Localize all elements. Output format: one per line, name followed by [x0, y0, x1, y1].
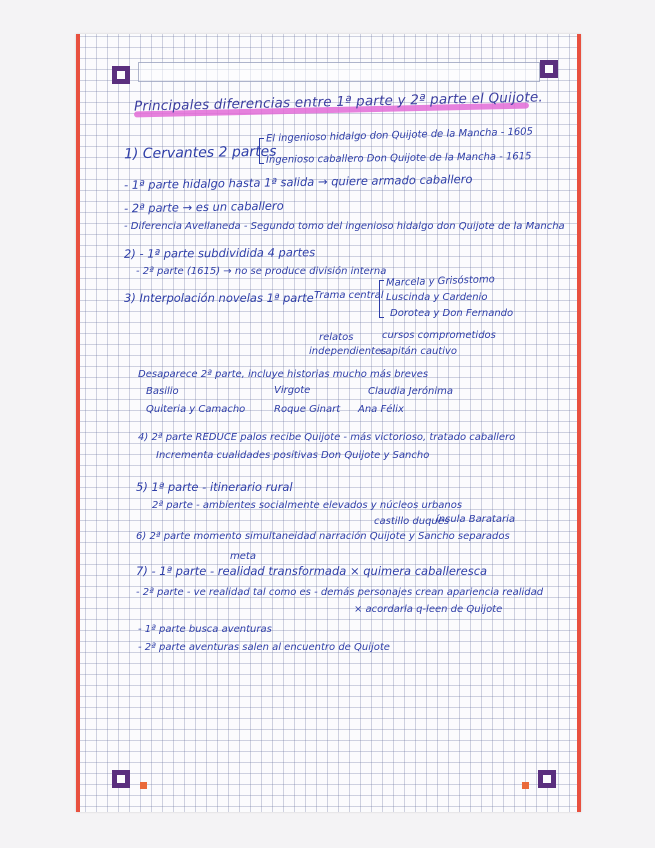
- note-line: ínsula Barataria: [436, 514, 516, 525]
- brace: [379, 280, 384, 318]
- grid-paper: [76, 34, 581, 812]
- note-line: Virgote: [274, 385, 311, 396]
- note-line: - 2ª parte (1615) → no se produce división interna: [136, 266, 387, 277]
- note-line: Basilio: [146, 386, 179, 397]
- note-line: Dorotea y Don Fernando: [390, 308, 514, 319]
- note-line: 4) 2ª parte REDUCE palos recibe Quijote - más victorioso, tratado caballero: [138, 432, 516, 443]
- note-line: Roque Ginart: [274, 404, 341, 415]
- note-line: relatos: [319, 332, 354, 343]
- note-line: - 2ª parte - ve realidad tal como es - demás personajes crean apariencia realidad: [136, 587, 544, 598]
- header-box: [138, 62, 540, 82]
- note-line: - 2ª parte → es un caballero: [123, 198, 284, 216]
- brand-logo-icon: [540, 60, 558, 78]
- note-line: 2) - 1ª parte subdividida 4 partes: [123, 245, 316, 261]
- note-line: Incrementa cualidades positivas Don Quijote y Sancho: [156, 450, 430, 461]
- note-line: - 1ª parte hidalgo hasta 1ª salida → quiere armado caballero: [123, 171, 473, 193]
- note-line: meta: [230, 551, 256, 562]
- red-margin-right: [577, 34, 581, 812]
- red-margin-left: [76, 34, 80, 812]
- note-line: capitán cautivo: [380, 346, 458, 357]
- note-line: × acordarla q-leen de Quijote: [354, 604, 503, 615]
- note-line: Trama central: [314, 290, 384, 301]
- brand-logo-icon: [112, 770, 130, 788]
- brand-logo-icon: [112, 66, 130, 84]
- note-line: 3) Interpolación novelas 1ª parte: [124, 291, 314, 305]
- note-line: cursos comprometidos: [382, 330, 496, 341]
- note-line: - 1ª parte busca aventuras: [138, 624, 272, 635]
- note-line: Claudia Jerónima: [368, 386, 453, 397]
- orange-mark: [522, 782, 529, 789]
- note-line: Quiteria y Camacho: [146, 404, 246, 415]
- brace: [259, 138, 264, 164]
- note-line: castillo duques: [374, 516, 450, 527]
- note-line: Luscinda y Cardenio: [386, 292, 488, 303]
- note-line: - 2ª parte aventuras salen al encuentro de Quijote: [138, 642, 390, 653]
- note-line: 6) 2ª parte momento simultaneidad narración Quijote y Sancho separados: [136, 531, 510, 542]
- page-title: Principales diferencias entre 1ª parte y 2ª parte el Quijote.: [133, 89, 544, 115]
- note-line: 5) 1ª parte - itinerario rural: [136, 480, 293, 494]
- note-line: Ana Félix: [358, 404, 404, 415]
- note-line: 1) Cervantes 2 partes: [123, 143, 277, 163]
- note-line: 2ª parte - ambientes socialmente elevados y núcleos urbanos: [152, 500, 463, 511]
- note-line: Marcela y Grisóstomo: [385, 274, 495, 289]
- note-line: 7) - 1ª parte - realidad transformada × quimera caballeresca: [136, 564, 488, 578]
- note-line: Desaparece 2ª parte, incluye historias mucho más breves: [138, 369, 429, 380]
- orange-mark: [140, 782, 147, 789]
- note-line: - Diferencia Avellaneda - Segundo tomo del ingenioso hidalgo don Quijote de la Mancha: [124, 221, 565, 232]
- note-line: El ingenioso hidalgo don Quijote de la Mancha - 1605: [265, 126, 534, 145]
- brand-logo-icon: [538, 770, 556, 788]
- note-line: Ingenioso caballero Don Quijote de la Mancha - 1615: [265, 151, 532, 166]
- note-line: independientes: [309, 346, 387, 357]
